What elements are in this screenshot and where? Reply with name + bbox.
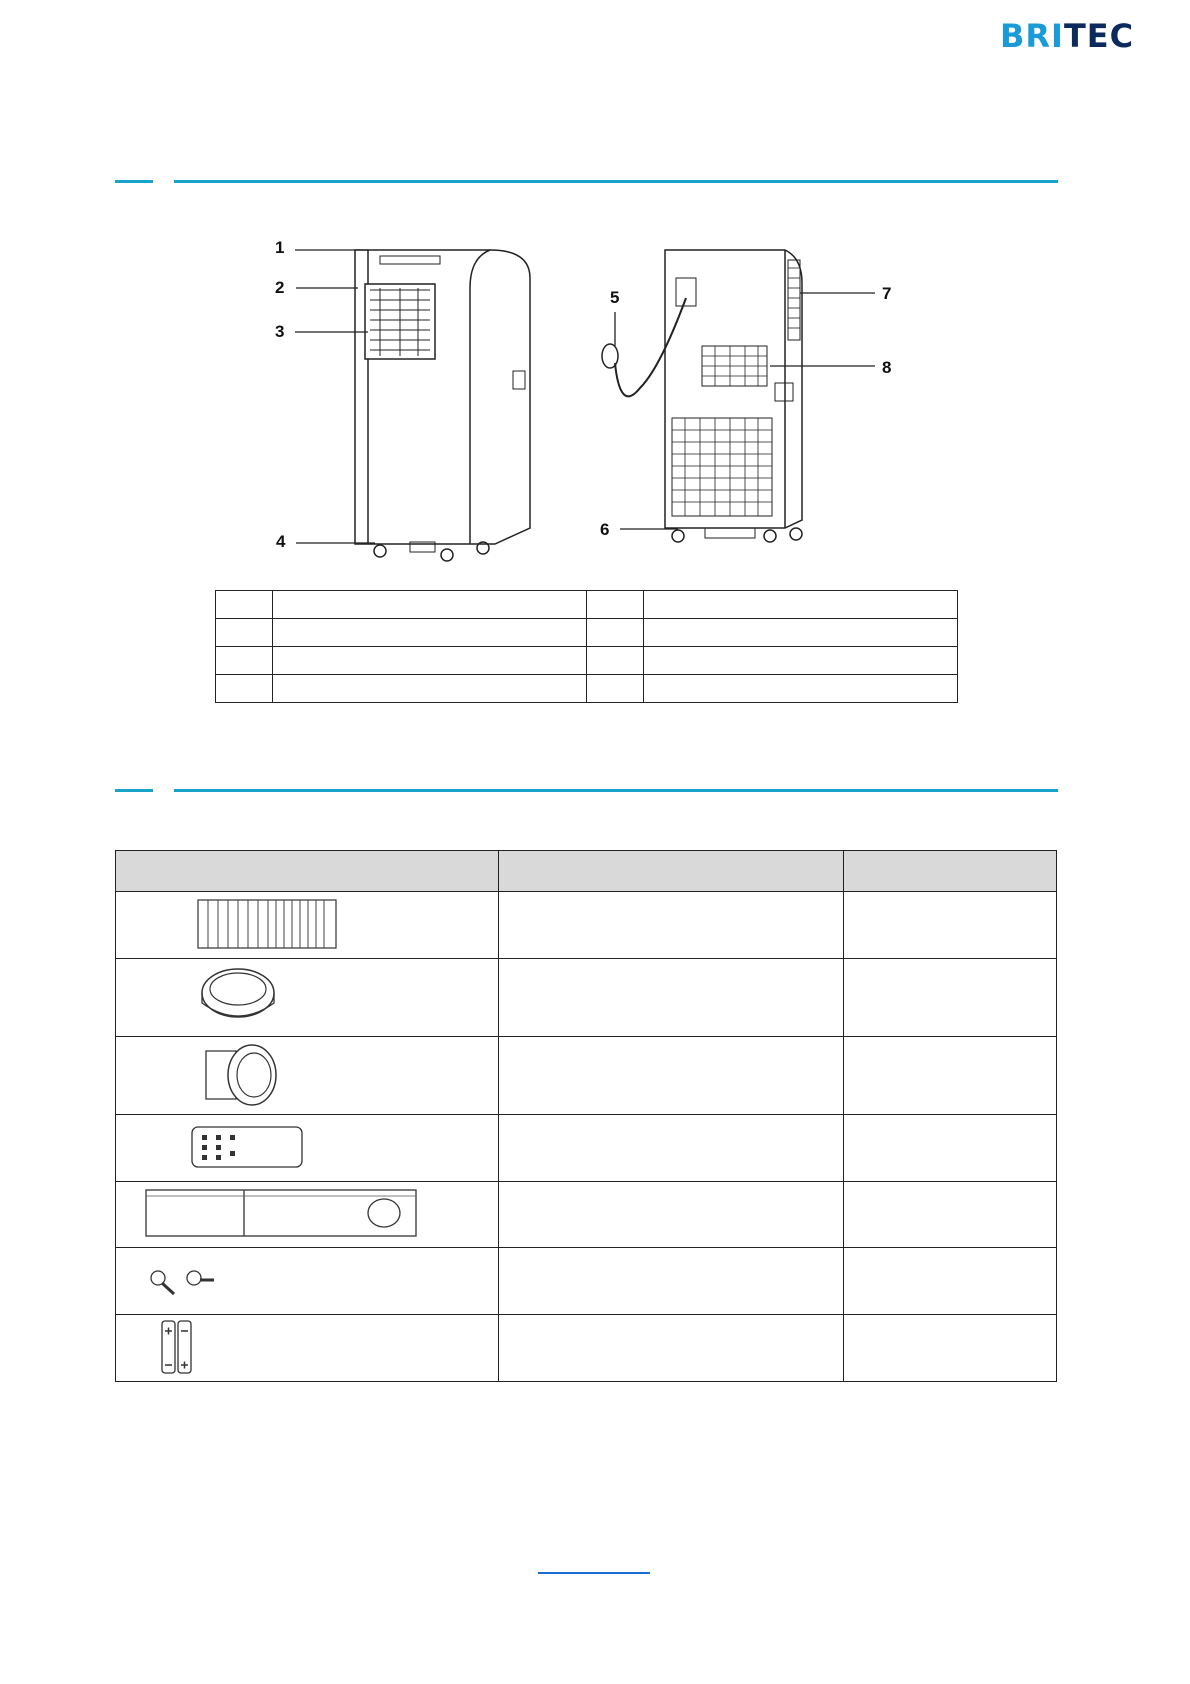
part-label <box>644 591 958 619</box>
header-description <box>499 851 844 892</box>
accessory-description <box>499 1182 844 1248</box>
section-rule-short-2 <box>115 789 153 792</box>
accessory-description <box>499 1115 844 1182</box>
callout-5: 5 <box>610 288 620 307</box>
britec-logo <box>1000 18 1170 54</box>
callout-3: 3 <box>275 322 285 341</box>
part-label <box>644 647 958 675</box>
accessories-header-row <box>116 851 1057 892</box>
callout-2: 2 <box>275 278 285 297</box>
accessory-quantity <box>844 959 1057 1037</box>
hose-ring-icon <box>116 959 498 1033</box>
section-rule-short-1 <box>115 180 153 183</box>
part-label <box>273 591 587 619</box>
accessory-image-cell <box>116 1182 499 1248</box>
air-conditioner-drawing <box>240 238 960 566</box>
part-label <box>644 675 958 703</box>
accessory-description <box>499 1315 844 1382</box>
accessory-description <box>499 1037 844 1115</box>
remote-control-icon <box>116 1115 498 1178</box>
part-number <box>216 619 273 647</box>
part-number <box>216 591 273 619</box>
part-label <box>644 619 958 647</box>
parts-table <box>215 590 958 703</box>
callout-4: 4 <box>276 532 286 551</box>
accessory-row <box>116 1115 1057 1182</box>
accessory-image-cell <box>116 959 499 1037</box>
accessory-row <box>116 1037 1057 1115</box>
callout-8: 8 <box>882 358 892 377</box>
accessory-row <box>116 892 1057 959</box>
part-number <box>216 647 273 675</box>
callout-1: 1 <box>275 238 285 257</box>
accessory-description <box>499 959 844 1037</box>
section-rule-long-2 <box>174 789 1058 792</box>
accessory-description <box>499 1248 844 1315</box>
accessory-quantity <box>844 1248 1057 1315</box>
batteries-icon <box>116 1315 498 1378</box>
accessory-row <box>116 959 1057 1037</box>
accessory-description <box>499 892 844 959</box>
accessory-quantity <box>844 1315 1057 1382</box>
accessory-image-cell <box>116 892 499 959</box>
part-number <box>586 675 643 703</box>
part-label <box>273 675 587 703</box>
accessory-quantity <box>844 1037 1057 1115</box>
accessory-quantity <box>844 892 1057 959</box>
accessory-image-cell <box>116 1115 499 1182</box>
parts-row <box>216 675 958 703</box>
accessories-table <box>115 850 1057 1382</box>
accessory-row <box>116 1182 1057 1248</box>
part-label <box>273 647 587 675</box>
logo-part-1: BRI <box>1000 17 1064 55</box>
parts-row <box>216 619 958 647</box>
accessory-image-cell <box>116 1248 499 1315</box>
accessory-quantity <box>844 1115 1057 1182</box>
screws-icon <box>116 1248 498 1311</box>
section-rule-long-1 <box>174 180 1058 183</box>
part-number <box>586 591 643 619</box>
logo-part-2: TEC <box>1063 17 1135 55</box>
part-label <box>273 619 587 647</box>
parts-row <box>216 591 958 619</box>
footer-link[interactable] <box>538 1572 650 1574</box>
accessory-row <box>116 1248 1057 1315</box>
part-number <box>216 675 273 703</box>
accessory-quantity <box>844 1182 1057 1248</box>
accessory-image-cell <box>116 1037 499 1115</box>
callout-7: 7 <box>882 284 892 303</box>
exhaust-hose-icon <box>116 892 498 955</box>
window-adapter-icon <box>116 1037 498 1111</box>
parts-row <box>216 647 958 675</box>
header-quantity <box>844 851 1057 892</box>
accessory-row <box>116 1315 1057 1382</box>
accessory-image-cell <box>116 1315 499 1382</box>
part-number <box>586 619 643 647</box>
window-slider-icon <box>116 1182 498 1244</box>
callout-6: 6 <box>600 520 610 539</box>
part-number <box>586 647 643 675</box>
product-figure <box>240 238 960 566</box>
header-image <box>116 851 499 892</box>
